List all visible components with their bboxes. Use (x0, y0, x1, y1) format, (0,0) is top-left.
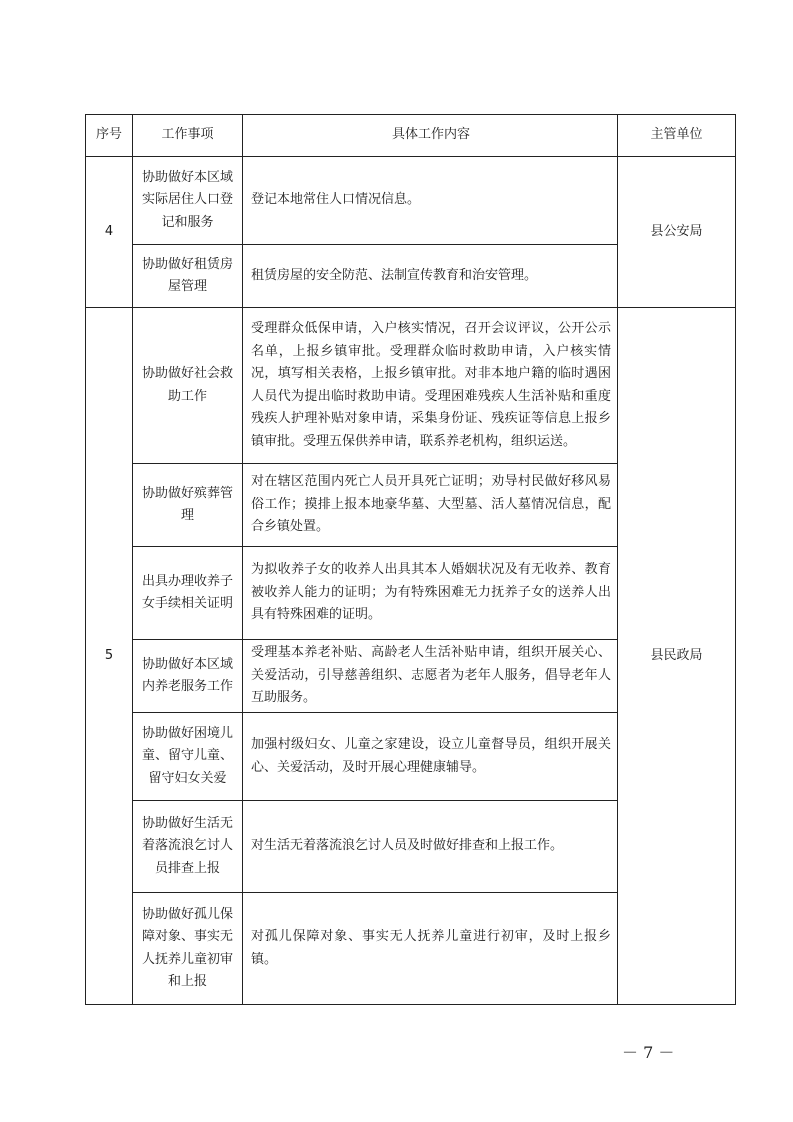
work-content: 对生活无着落流浪乞讨人员及时做好排查和上报工作。 (243, 801, 618, 893)
work-item: 协助做好本区域实际居住人口登记和服务 (133, 157, 243, 245)
work-content: 对在辖区范围内死亡人员开具死亡证明；劝导村民做好移风易俗工作；摸排上报本地豪华墓、大型墓、活人墓情况信息，配合乡镇处置。 (243, 464, 618, 547)
table-row (86, 157, 736, 245)
work-item: 协助做好殡葬管理 (133, 464, 243, 547)
work-item: 出具办理收养子女手续相关证明 (133, 547, 243, 640)
work-item: 协助做好困境儿童、留守儿童、留守妇女关爱 (133, 713, 243, 801)
table-row (86, 308, 736, 464)
work-item: 协助做好本区域内养老服务工作 (133, 640, 243, 713)
table-header-row (86, 115, 736, 157)
row-number: 5 (86, 308, 133, 1005)
work-content: 为拟收养子女的收养人出具其本人婚姻状况及有无收养、教育被收养人能力的证明；为有特殊困难无力抚养子女的送养人出具有特殊困难的证明。 (243, 547, 618, 640)
work-content: 对孤儿保障对象、事实无人抚养儿童进行初审，及时上报乡镇。 (243, 893, 618, 1005)
duties-table (85, 114, 736, 1005)
header-number: 序号 (86, 115, 133, 157)
unit-name: 县公安局 (618, 157, 736, 308)
work-content: 受理群众低保申请，入户核实情况，召开会议评议，公开公示名单，上报乡镇审批。受理群众临时救助申请，入户核实情况，填写相关表格，上报乡镇审批。对非本地户籍的临时遇困人员代为提出临时救助申请。受理困难残疾人生活补贴和重度残疾人护理补贴对象申请，采集身份证、残疾证等信息上报乡镇审批。受理五保供养申请，联系养老机构，组织运送。 (243, 308, 618, 464)
work-content: 加强村级妇女、儿童之家建设，设立儿童督导员，组织开展关心、关爱活动，及时开展心理健康辅导。 (243, 713, 618, 801)
work-item: 协助做好生活无着落流浪乞讨人员排查上报 (133, 801, 243, 893)
work-item: 协助做好孤儿保障对象、事实无人抚养儿童初审和上报 (133, 893, 243, 1005)
duties-table-container (85, 114, 708, 1005)
work-content: 租赁房屋的安全防范、法制宣传教育和治安管理。 (243, 245, 618, 308)
header-work-content: 具体工作内容 (243, 115, 618, 157)
unit-name: 县民政局 (618, 308, 736, 1005)
work-content: 登记本地常住人口情况信息。 (243, 157, 618, 245)
work-item: 协助做好社会救助工作 (133, 308, 243, 464)
work-item: 协助做好租赁房屋管理 (133, 245, 243, 308)
header-work-item: 工作事项 (133, 115, 243, 157)
row-number: 4 (86, 157, 133, 308)
work-content: 受理基本养老补贴、高龄老人生活补贴申请，组织开展关心、关爱活动，引导慈善组织、志愿者为老年人服务，倡导老年人互助服务。 (243, 640, 618, 713)
page-number: － 7 － (622, 1043, 675, 1062)
header-unit: 主管单位 (618, 115, 736, 157)
